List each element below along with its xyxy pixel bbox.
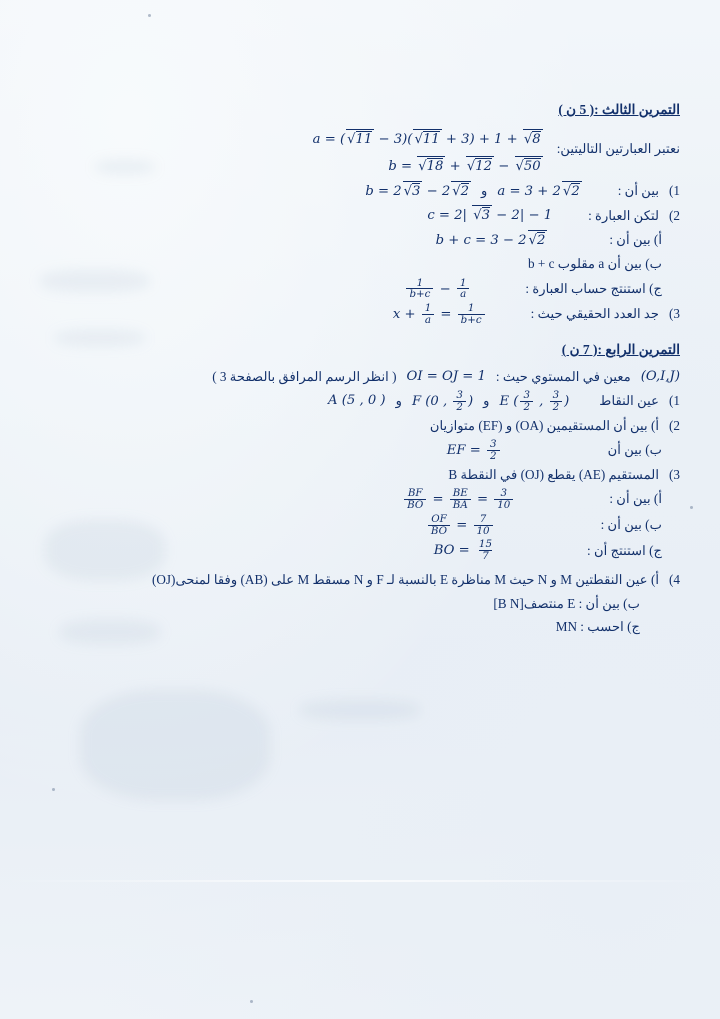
item-label: المستقيم (AE) يقطع (OJ) في النقطة B [448, 466, 659, 482]
exercise4-item-3b [40, 514, 680, 537]
exercise4-item-3a [40, 488, 680, 511]
item-label: ب) بين أن : E منتصف[B N] [493, 595, 640, 611]
item-label: ب) بين أن [607, 442, 662, 458]
intro-math: OI = OJ = 1 [406, 368, 486, 384]
dust-speck [148, 14, 151, 17]
exercise4-item-3 [40, 465, 680, 485]
exercise3-item-1 [40, 181, 680, 202]
intro-paren: ( انظر الرسم المرافق بالصفحة 3 ) [212, 368, 397, 384]
exercise3-item-2a [40, 230, 680, 251]
dust-speck [250, 1000, 253, 1003]
exercise4-item-2a [40, 416, 680, 436]
item-math: BO = $\frac{15}{7}$ [433, 538, 493, 563]
item-number: 3) [669, 306, 680, 322]
conjunction-wa: و [483, 393, 490, 409]
item-number: 3) [669, 466, 680, 482]
conjunction-wa: و [395, 393, 402, 409]
exercise4-item-2b [40, 439, 680, 462]
item-number: 2) [669, 417, 680, 433]
item-number: 4) [669, 572, 680, 588]
item-number: 1) [669, 183, 680, 199]
item-label: ج) استنتج حساب العبارة : [525, 280, 662, 296]
item-math: a = 3 + 2 √2 [497, 181, 581, 202]
item-label: بين أن : [617, 183, 659, 199]
scan-smudge [300, 700, 420, 720]
exercise3-title: التمرين الثالث :( 5 ن ) [558, 102, 680, 117]
item-number: 1) [669, 393, 680, 409]
exercise3-item-2c [40, 278, 680, 301]
exercise3-item-2b [40, 254, 680, 274]
expression-b: b = √18 + √12 − √50 [388, 156, 542, 177]
item-number: 2) [669, 207, 680, 223]
worksheet-content [40, 100, 680, 640]
exercise3-intro-block [40, 129, 680, 178]
scan-smudge [80, 690, 270, 800]
exercise3-item-3 [40, 303, 680, 326]
exercise4-item-1 [40, 390, 680, 413]
conjunction-wa: و [481, 183, 488, 199]
item-math: EF = $\frac{3}{2}$ [447, 439, 502, 462]
item-math-2: b = 2 √3 − 2 √2 [365, 181, 471, 202]
exercise4-item-4a [40, 570, 680, 590]
item-label: ب) بين أن : [600, 516, 662, 532]
frame-label: (O,I,J) [640, 368, 680, 384]
item-label: أ) بين أن : [609, 491, 662, 507]
item-label: لتكن العبارة : [588, 207, 659, 223]
item-label: ج) احسب : MN [555, 618, 640, 634]
point-e: E ( $\frac{3}{2}$ , $\frac{3}{2}$ ) [499, 389, 570, 413]
item-label: أ) عين النقطتين M و N حيث M مناظرة E بالنسبة لـ F و N مسقط M على (AB) وفقا لمنحى(OJ) [151, 572, 659, 588]
expression-a: a = ( √11 − 3)( √11 + 3) + 1 + √8 [313, 129, 543, 150]
item-math: $\frac{1}{b+c}$ − $\frac{1}{a}$ [404, 278, 471, 301]
item-label: أ) بين أن المستقيمين (OA) و (EF) متوازيان [429, 417, 659, 433]
exercise4-item-3c [40, 539, 680, 562]
dust-speck [52, 788, 55, 791]
exercise3-item-2 [40, 205, 680, 226]
item-math: c = 2| √3 − 2| − 1 [427, 205, 552, 226]
exercise4-intro [40, 367, 680, 387]
item-math: x + $\frac{1}{a}$ = $\frac{1}{b+c}$ [393, 303, 487, 326]
item-label: عين النقاط [599, 393, 659, 409]
point-a: A (5 , 0 ) [328, 393, 386, 409]
paper-fold-line [0, 880, 720, 882]
item-label: ب) بين أن a مقلوب b + c [528, 256, 662, 272]
intro-text: معين في المستوي حيث : [495, 368, 631, 384]
exercise4-item-4b [40, 594, 680, 614]
item-label: جد العدد الحقيقي حيث : [530, 306, 659, 322]
dust-speck [690, 506, 693, 509]
item-math: $\frac{BF}{BO}$ = $\frac{BE}{BA}$ = $\frac{3}{10}$ [402, 488, 515, 511]
item-math: $\frac{OF}{BO}$ = $\frac{7}{10}$ [426, 514, 495, 537]
exercise4-item-4c [40, 617, 680, 637]
point-f: F (0 , $\frac{3}{2}$ ) [411, 389, 474, 413]
exercise4-title: التمرين الرابع :( 7 ن ) [561, 341, 680, 357]
exercise3-intro-text: نعتبر العبارتين التاليتين: [556, 140, 680, 156]
item-math: b + c = 3 − 2 √2 [436, 230, 548, 251]
item-label: أ) بين أن : [609, 232, 662, 248]
item-label: ج) استنتج أن : [587, 542, 662, 558]
